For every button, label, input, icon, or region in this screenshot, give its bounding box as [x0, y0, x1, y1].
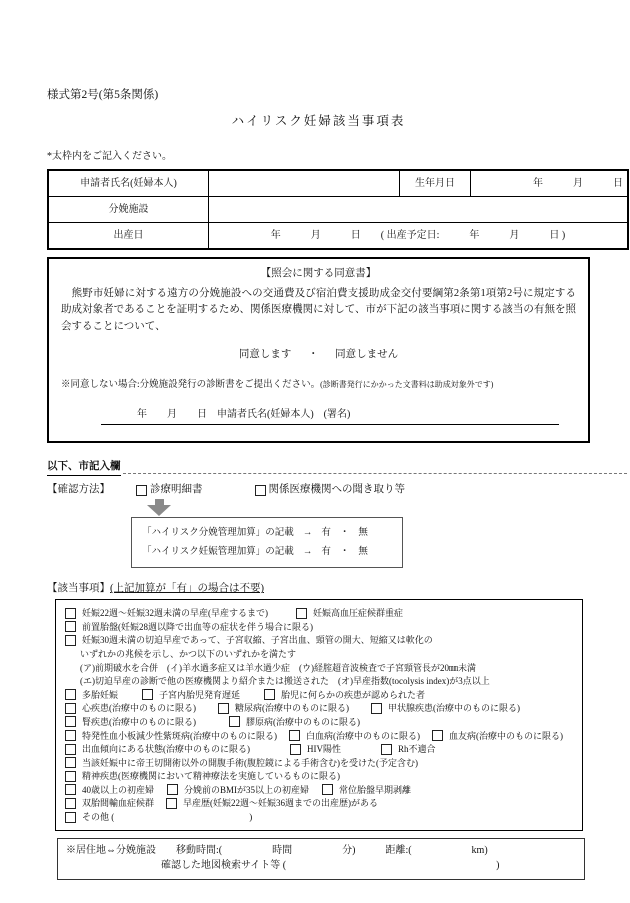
checkbox-item[interactable]	[264, 689, 425, 701]
form-number: 様式第2号(第5条関係)	[47, 89, 159, 101]
checkbox-item[interactable]	[65, 621, 313, 633]
checkbox-label: 腎疾患(治療中のものに限る)	[82, 716, 196, 727]
checkbox-icon	[65, 730, 76, 741]
checkbox-label: 当該妊娠中に帝王切開術以外の開腹手術(腹腔鏡による手術含む)を受けた(予定含む)	[82, 757, 418, 768]
checkbox-label: 妊娠30週未満の切迫早産であって、子宮収縮、子宮出血、頸管の開大、短縮又は軟化の	[82, 635, 433, 646]
checkbox-label: 膠原病(治療中のものに限る)	[246, 716, 360, 727]
checkbox-item[interactable]	[229, 716, 360, 728]
consent-note-small-text: (診断書発行にかかった文書料は助成対象外です)	[320, 380, 494, 390]
checkbox-item[interactable]	[296, 607, 403, 619]
checkbox-icon	[65, 635, 76, 646]
table-row	[48, 170, 628, 197]
checkbox-item[interactable]	[381, 743, 436, 755]
checkbox-label: 子宮内胎児発育遅延	[159, 689, 241, 700]
page-title: ハイリスク妊婦該当事項表	[231, 113, 406, 128]
choice-separator: ・	[339, 528, 350, 539]
applicant-name-label: 申請者氏名(妊婦本人)	[48, 170, 209, 197]
checkbox-label: 常位胎盤早期剥離	[339, 784, 412, 795]
checkbox-label: 40歳以上の初産婦	[82, 784, 155, 795]
checkbox-icon	[290, 744, 301, 755]
choice-separator: ・	[339, 546, 350, 557]
checkbox-label: 関係医療機関への聞き取り等	[268, 484, 405, 496]
checkbox-label: HIV陽性	[307, 744, 341, 755]
arrow-head	[147, 505, 171, 516]
eligibility-row	[65, 606, 573, 620]
checkbox-icon	[65, 621, 76, 632]
checkbox-label: Rh不適合	[398, 744, 436, 755]
yes-option[interactable]: 有	[321, 528, 331, 539]
consent-note-text: ※同意しない場合:分娩施設発行の診断書をご提出ください。	[61, 380, 321, 391]
checkbox-icon	[142, 689, 153, 700]
table-row	[48, 196, 628, 222]
checkbox-item[interactable]	[65, 757, 418, 769]
arrow-right-icon: →	[302, 546, 313, 557]
checkbox-icon	[264, 689, 275, 700]
checkbox-label: 前置胎盤(妊娠28週以降で出血等の症状を伴う場合に限る)	[82, 621, 313, 632]
delivery-date-label: 出産日	[48, 222, 209, 249]
consent-note	[61, 379, 576, 392]
delivery-date-field[interactable]: 年 月 日 ( 出産予定日: 年 月 日 )	[209, 222, 629, 249]
checkbox-icon	[65, 716, 76, 727]
checkbox-item[interactable]	[371, 702, 520, 714]
checkbox-item[interactable]	[65, 716, 196, 728]
checkbox-label: 分娩前のBMIが35以上の初産婦	[184, 784, 310, 795]
checkbox-icon	[65, 798, 76, 809]
eligibility-subtext: (ア)前期破水を合併 (イ)羊水過多症又は羊水過少症 (ウ)経腟超音波検査で子宮頸管長が20㎜未満	[80, 662, 476, 673]
checkbox-item[interactable]	[289, 730, 420, 742]
city-entry-heading-row	[47, 460, 590, 476]
addition-row-delivery	[142, 524, 392, 543]
checkbox-item[interactable]	[65, 770, 340, 782]
consent-choice-row	[61, 348, 576, 362]
eligibility-row	[65, 688, 573, 702]
divider-dashline	[123, 472, 628, 474]
checkbox-icon	[136, 485, 147, 496]
checkbox-icon	[167, 784, 178, 795]
consent-section	[47, 257, 590, 443]
eligibility-checklist	[55, 599, 583, 831]
eligibility-row	[65, 634, 573, 648]
addition-label: 「ハイリスク分娩管理加算」の記載	[142, 528, 294, 539]
checkbox-label: 妊娠22週〜妊娠32週未満の早産(早産するまで)	[82, 608, 268, 619]
checkbox-item[interactable]	[322, 784, 411, 796]
addition-label: 「ハイリスク妊娠管理加算」の記載	[142, 546, 294, 557]
checkbox-item[interactable]	[166, 797, 378, 809]
yes-option[interactable]: 有	[321, 546, 331, 557]
eligibility-row	[65, 756, 573, 770]
fill-instruction-note: *太枠内をご記入ください。	[47, 151, 172, 163]
checkbox-icon	[65, 744, 76, 755]
consent-body-text: 熊野市妊婦に対する遠方の分娩施設への交通費及び宿泊費支援助成金交付要綱第2条第1項第2号に規定する助成対象者であることを証明するため、関係医療機関に対して、市が下記の該当事項に関する該当の有無を照会することについて、	[61, 288, 576, 332]
checkbox-item[interactable]	[65, 730, 277, 742]
no-option[interactable]: 無	[358, 546, 368, 557]
checkbox-item[interactable]	[65, 811, 252, 823]
checkbox-item[interactable]	[65, 702, 196, 714]
checkbox-icon	[229, 716, 240, 727]
checkbox-icon	[218, 703, 229, 714]
addition-record-box	[131, 517, 403, 568]
checkbox-item[interactable]	[218, 702, 349, 714]
checkbox-icon	[65, 689, 76, 700]
applicant-table	[47, 169, 629, 250]
signature-line[interactable]: 年 月 日 申請者氏名(妊婦本人) (署名)	[101, 408, 559, 426]
checkbox-label: 早産歴(妊娠22週〜妊娠36週までの出産歴)がある	[183, 798, 379, 809]
facility-field[interactable]	[209, 196, 629, 222]
confirmation-method-row	[47, 483, 590, 497]
checkbox-icon	[255, 485, 266, 496]
eligibility-row	[65, 770, 573, 784]
arrow-right-icon: →	[302, 528, 313, 539]
checkbox-label: 心疾患(治療中のものに限る)	[82, 703, 196, 714]
birthdate-field[interactable]: 年 月 日	[471, 170, 629, 197]
city-entry-heading: 以下、市記入欄	[47, 460, 121, 476]
arrow-down-icon	[147, 499, 171, 516]
no-option[interactable]: 無	[358, 528, 368, 539]
checkbox-icon	[65, 771, 76, 782]
method-option-inquiry[interactable]	[255, 483, 406, 497]
checkbox-label: 出血傾向にある状態(治療中のものに限る)	[82, 744, 250, 755]
checkbox-icon	[65, 608, 76, 619]
disagree-option[interactable]: 同意しません	[335, 348, 399, 360]
checkbox-label: 双胎間輸血症候群	[82, 798, 155, 809]
eligibility-subtext: (エ)切迫早産の診断で他の医療機関より紹介または搬送された (オ)早産指数(tocolysis index)が3点以上	[80, 676, 490, 687]
travel-info-box	[57, 838, 585, 880]
eligibility-subtext: いずれかの兆候を示し、かつ以下のいずれかを満たす	[80, 648, 297, 659]
confirmation-method-title: 【確認方法】	[47, 484, 110, 496]
checkbox-icon	[166, 798, 177, 809]
checkbox-item[interactable]	[290, 743, 341, 755]
eligibility-row	[65, 783, 573, 797]
checkbox-icon	[289, 730, 300, 741]
checkbox-item[interactable]	[167, 784, 309, 796]
checkbox-label: 妊娠高血圧症候群重症	[313, 608, 404, 619]
eligibility-title-note: (上記加算が「有」の場合は不要)	[110, 583, 264, 595]
travel-line-map-site: 確認した地図検索サイト等 ( )	[161, 860, 500, 872]
addition-row-pregnancy	[142, 543, 392, 562]
choice-separator: ・	[308, 348, 319, 360]
consent-title: 【照会に関する同意書】	[260, 267, 377, 279]
eligibility-row	[65, 742, 573, 756]
eligibility-row	[65, 810, 573, 824]
checkbox-label: 診療明細書	[150, 484, 203, 496]
checkbox-item[interactable]	[65, 743, 250, 755]
eligibility-row	[65, 715, 573, 729]
facility-label: 分娩施設	[48, 196, 209, 222]
checkbox-label: 甲状腺疾患(治療中のものに限る)	[388, 703, 520, 714]
applicant-name-field[interactable]	[209, 170, 400, 197]
checkbox-item[interactable]	[65, 634, 433, 646]
checkbox-label: 血友病(治療中のものに限る)	[449, 730, 563, 741]
checkbox-item[interactable]	[65, 784, 154, 796]
checkbox-icon	[65, 703, 76, 714]
checkbox-icon	[371, 703, 382, 714]
checkbox-icon	[381, 744, 392, 755]
checkbox-icon	[432, 730, 443, 741]
birthdate-label: 生年月日	[400, 170, 471, 197]
agree-option[interactable]: 同意します	[238, 348, 292, 360]
eligibility-row	[65, 620, 573, 634]
checkbox-item[interactable]	[65, 689, 118, 701]
method-option-receipt[interactable]	[136, 483, 203, 497]
checkbox-label: その他 ( )	[82, 812, 253, 823]
travel-line-time-distance: ※居住地⇔分娩施設 移動時間:( 時間 分) 距離:( km)	[66, 844, 488, 856]
checkbox-icon	[296, 608, 307, 619]
checkbox-label: 胎児に何らかの疾患が認められた者	[281, 689, 426, 700]
eligibility-row	[65, 729, 573, 743]
checkbox-item[interactable]	[65, 797, 154, 809]
checkbox-label: 白血病(治療中のものに限る)	[306, 730, 420, 741]
checkbox-label: 糖尿病(治療中のものに限る)	[235, 703, 349, 714]
checkbox-label: 特発性血小板減少性紫斑病(治療中のものに限る)	[82, 730, 277, 741]
eligibility-row	[65, 797, 573, 811]
checkbox-item[interactable]	[142, 689, 240, 701]
checkbox-label: 精神疾患(医療機関において精神療法を実施しているものに限る)	[82, 771, 340, 782]
eligibility-row	[65, 702, 573, 716]
checkbox-item[interactable]	[65, 607, 268, 619]
checkbox-item[interactable]	[432, 730, 563, 742]
checkbox-icon	[322, 784, 333, 795]
checkbox-icon	[65, 812, 76, 823]
table-row	[48, 222, 628, 249]
eligibility-heading	[47, 582, 590, 596]
eligibility-title: 【該当事項】	[47, 583, 110, 595]
checkbox-icon	[65, 757, 76, 768]
checkbox-label: 多胎妊娠	[82, 689, 119, 700]
checkbox-icon	[65, 784, 76, 795]
